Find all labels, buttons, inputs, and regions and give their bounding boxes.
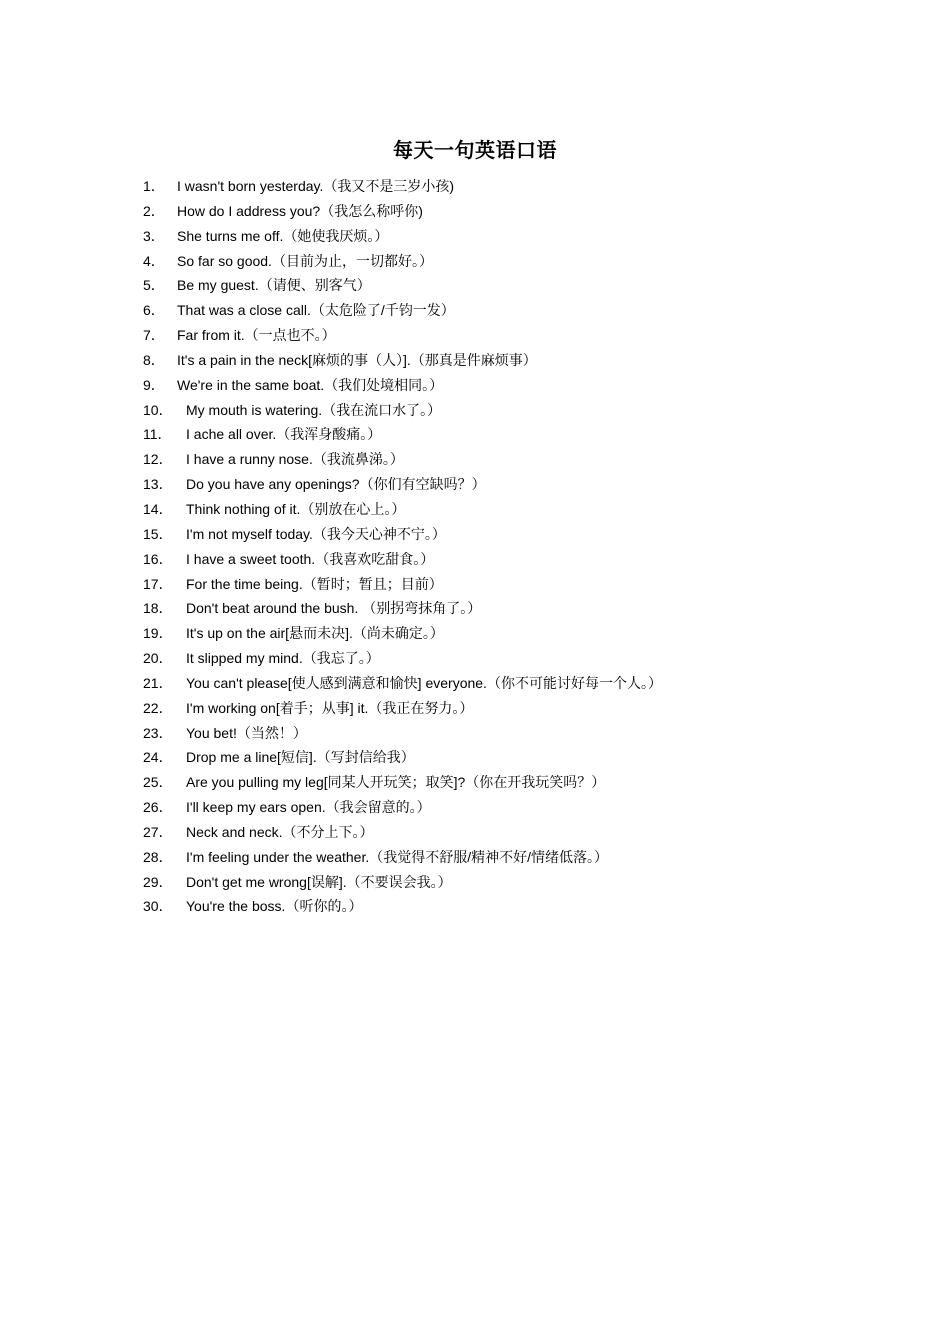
item-text: Are you pulling my leg[同某人开玩笑；取笑]?（你在开我玩笑吗？） xyxy=(186,774,606,791)
list-item xyxy=(143,795,923,820)
list-item xyxy=(143,596,923,621)
list-item xyxy=(143,472,923,497)
item-text: I'm feeling under the weather.（我觉得不舒服/精神不好/情绪低落。） xyxy=(186,848,609,865)
list-item xyxy=(143,373,923,398)
item-text: You bet!（当然！） xyxy=(186,724,307,741)
item-text: Neck and neck.（不分上下。） xyxy=(186,823,374,840)
list-item xyxy=(143,199,923,224)
list-item xyxy=(143,174,923,199)
list-item xyxy=(143,447,923,472)
item-text: You're the boss.（听你的。） xyxy=(186,898,363,915)
item-text: Think nothing of it.（别放在心上。） xyxy=(186,500,406,517)
item-number: 2． xyxy=(143,202,165,219)
item-number: 14． xyxy=(143,500,173,517)
item-number: 12． xyxy=(143,451,173,468)
document-title: 每天一句英语口语 xyxy=(393,138,557,162)
item-number: 9． xyxy=(143,376,165,393)
item-text: I have a sweet tooth.（我喜欢吃甜食。） xyxy=(186,550,435,567)
item-text: How do I address you?（我怎么称呼你) xyxy=(177,202,423,219)
list-item xyxy=(143,522,923,547)
item-text: I'm working on[着手；从事] it.（我正在努力。） xyxy=(186,699,474,716)
item-text: I'm not myself today.（我今天心神不宁。） xyxy=(186,525,446,542)
item-text: I'll keep my ears open.（我会留意的。） xyxy=(186,799,431,816)
list-item xyxy=(143,696,923,721)
item-text: We're in the same boat.（我们处境相同。） xyxy=(177,376,444,393)
item-text: It's up on the air[悬而未决].（尚未确定。） xyxy=(186,625,444,642)
item-number: 30． xyxy=(143,898,173,915)
item-number: 10． xyxy=(143,401,173,418)
item-text: I wasn't born yesterday.（我又不是三岁小孩) xyxy=(177,178,455,194)
item-number: 3． xyxy=(143,227,165,244)
list-item xyxy=(143,894,923,919)
item-text: For the time being.（暂时；暂且；目前） xyxy=(186,575,443,592)
list-item xyxy=(143,770,923,795)
list-item xyxy=(143,348,923,373)
item-number: 26． xyxy=(143,799,173,816)
item-number: 16． xyxy=(143,550,173,567)
item-text: I ache all over.（我浑身酸痛。） xyxy=(186,426,382,443)
list-item xyxy=(143,547,923,572)
list-item xyxy=(143,572,923,597)
item-text: Drop me a line[短信].（写封信给我） xyxy=(186,749,415,766)
item-text: Do you have any openings?（你们有空缺吗？） xyxy=(186,476,486,493)
item-number: 11． xyxy=(143,426,172,443)
list-item xyxy=(143,422,923,447)
list-item xyxy=(143,323,923,348)
item-number: 29． xyxy=(143,873,173,890)
item-number: 15． xyxy=(143,525,173,542)
list-item xyxy=(143,398,923,423)
item-text: You can't please[使人感到满意和愉快] everyone.（你不可能讨好每一个人。） xyxy=(186,674,662,691)
item-number: 1． xyxy=(143,178,165,194)
item-text: Far from it.（一点也不。） xyxy=(177,327,336,344)
item-number: 7． xyxy=(143,327,165,344)
item-number: 20． xyxy=(143,650,173,667)
list-item xyxy=(143,820,923,845)
item-text: Don't get me wrong[误解].（不要误会我。） xyxy=(186,873,452,890)
list-item xyxy=(143,621,923,646)
item-text: That was a close call.（太危险了/千钧一发） xyxy=(177,302,455,319)
item-number: 27． xyxy=(143,823,173,840)
item-number: 19． xyxy=(143,625,173,642)
item-number: 6． xyxy=(143,302,165,319)
item-number: 13． xyxy=(143,476,173,493)
item-text: My mouth is watering.（我在流口水了。） xyxy=(186,401,442,418)
item-number: 25． xyxy=(143,774,173,791)
list-item xyxy=(143,249,923,274)
item-number: 22． xyxy=(143,699,173,716)
item-text: Be my guest.（请便、别客气） xyxy=(177,277,371,294)
item-text: Don't beat around the bush. （别拐弯抹角了。） xyxy=(186,600,482,617)
item-number: 8． xyxy=(143,351,165,368)
list-item xyxy=(143,497,923,522)
list-item xyxy=(143,721,923,746)
item-number: 28． xyxy=(143,848,173,865)
item-number: 21． xyxy=(143,674,173,691)
item-text: So far so good.（目前为止，一切都好。） xyxy=(177,252,433,269)
item-number: 18． xyxy=(143,600,173,617)
item-number: 17． xyxy=(143,575,173,592)
list-item xyxy=(143,273,923,298)
list-item xyxy=(143,745,923,770)
list-item xyxy=(143,671,923,696)
item-text: It slipped my mind.（我忘了。） xyxy=(186,650,380,667)
list-item xyxy=(143,646,923,671)
item-text: She turns me off.（她使我厌烦。） xyxy=(177,227,389,244)
list-item xyxy=(143,845,923,870)
item-number: 5． xyxy=(143,277,165,294)
phrase-list xyxy=(143,174,923,919)
item-number: 4． xyxy=(143,252,165,269)
list-item xyxy=(143,298,923,323)
list-item xyxy=(143,870,923,895)
list-item xyxy=(143,224,923,249)
item-number: 23． xyxy=(143,724,173,741)
item-text: It's a pain in the neck[麻烦的事（人）].（那真是件麻烦事） xyxy=(177,351,537,368)
item-number: 24． xyxy=(143,749,173,766)
item-text: I have a runny nose.（我流鼻涕。） xyxy=(186,451,404,468)
